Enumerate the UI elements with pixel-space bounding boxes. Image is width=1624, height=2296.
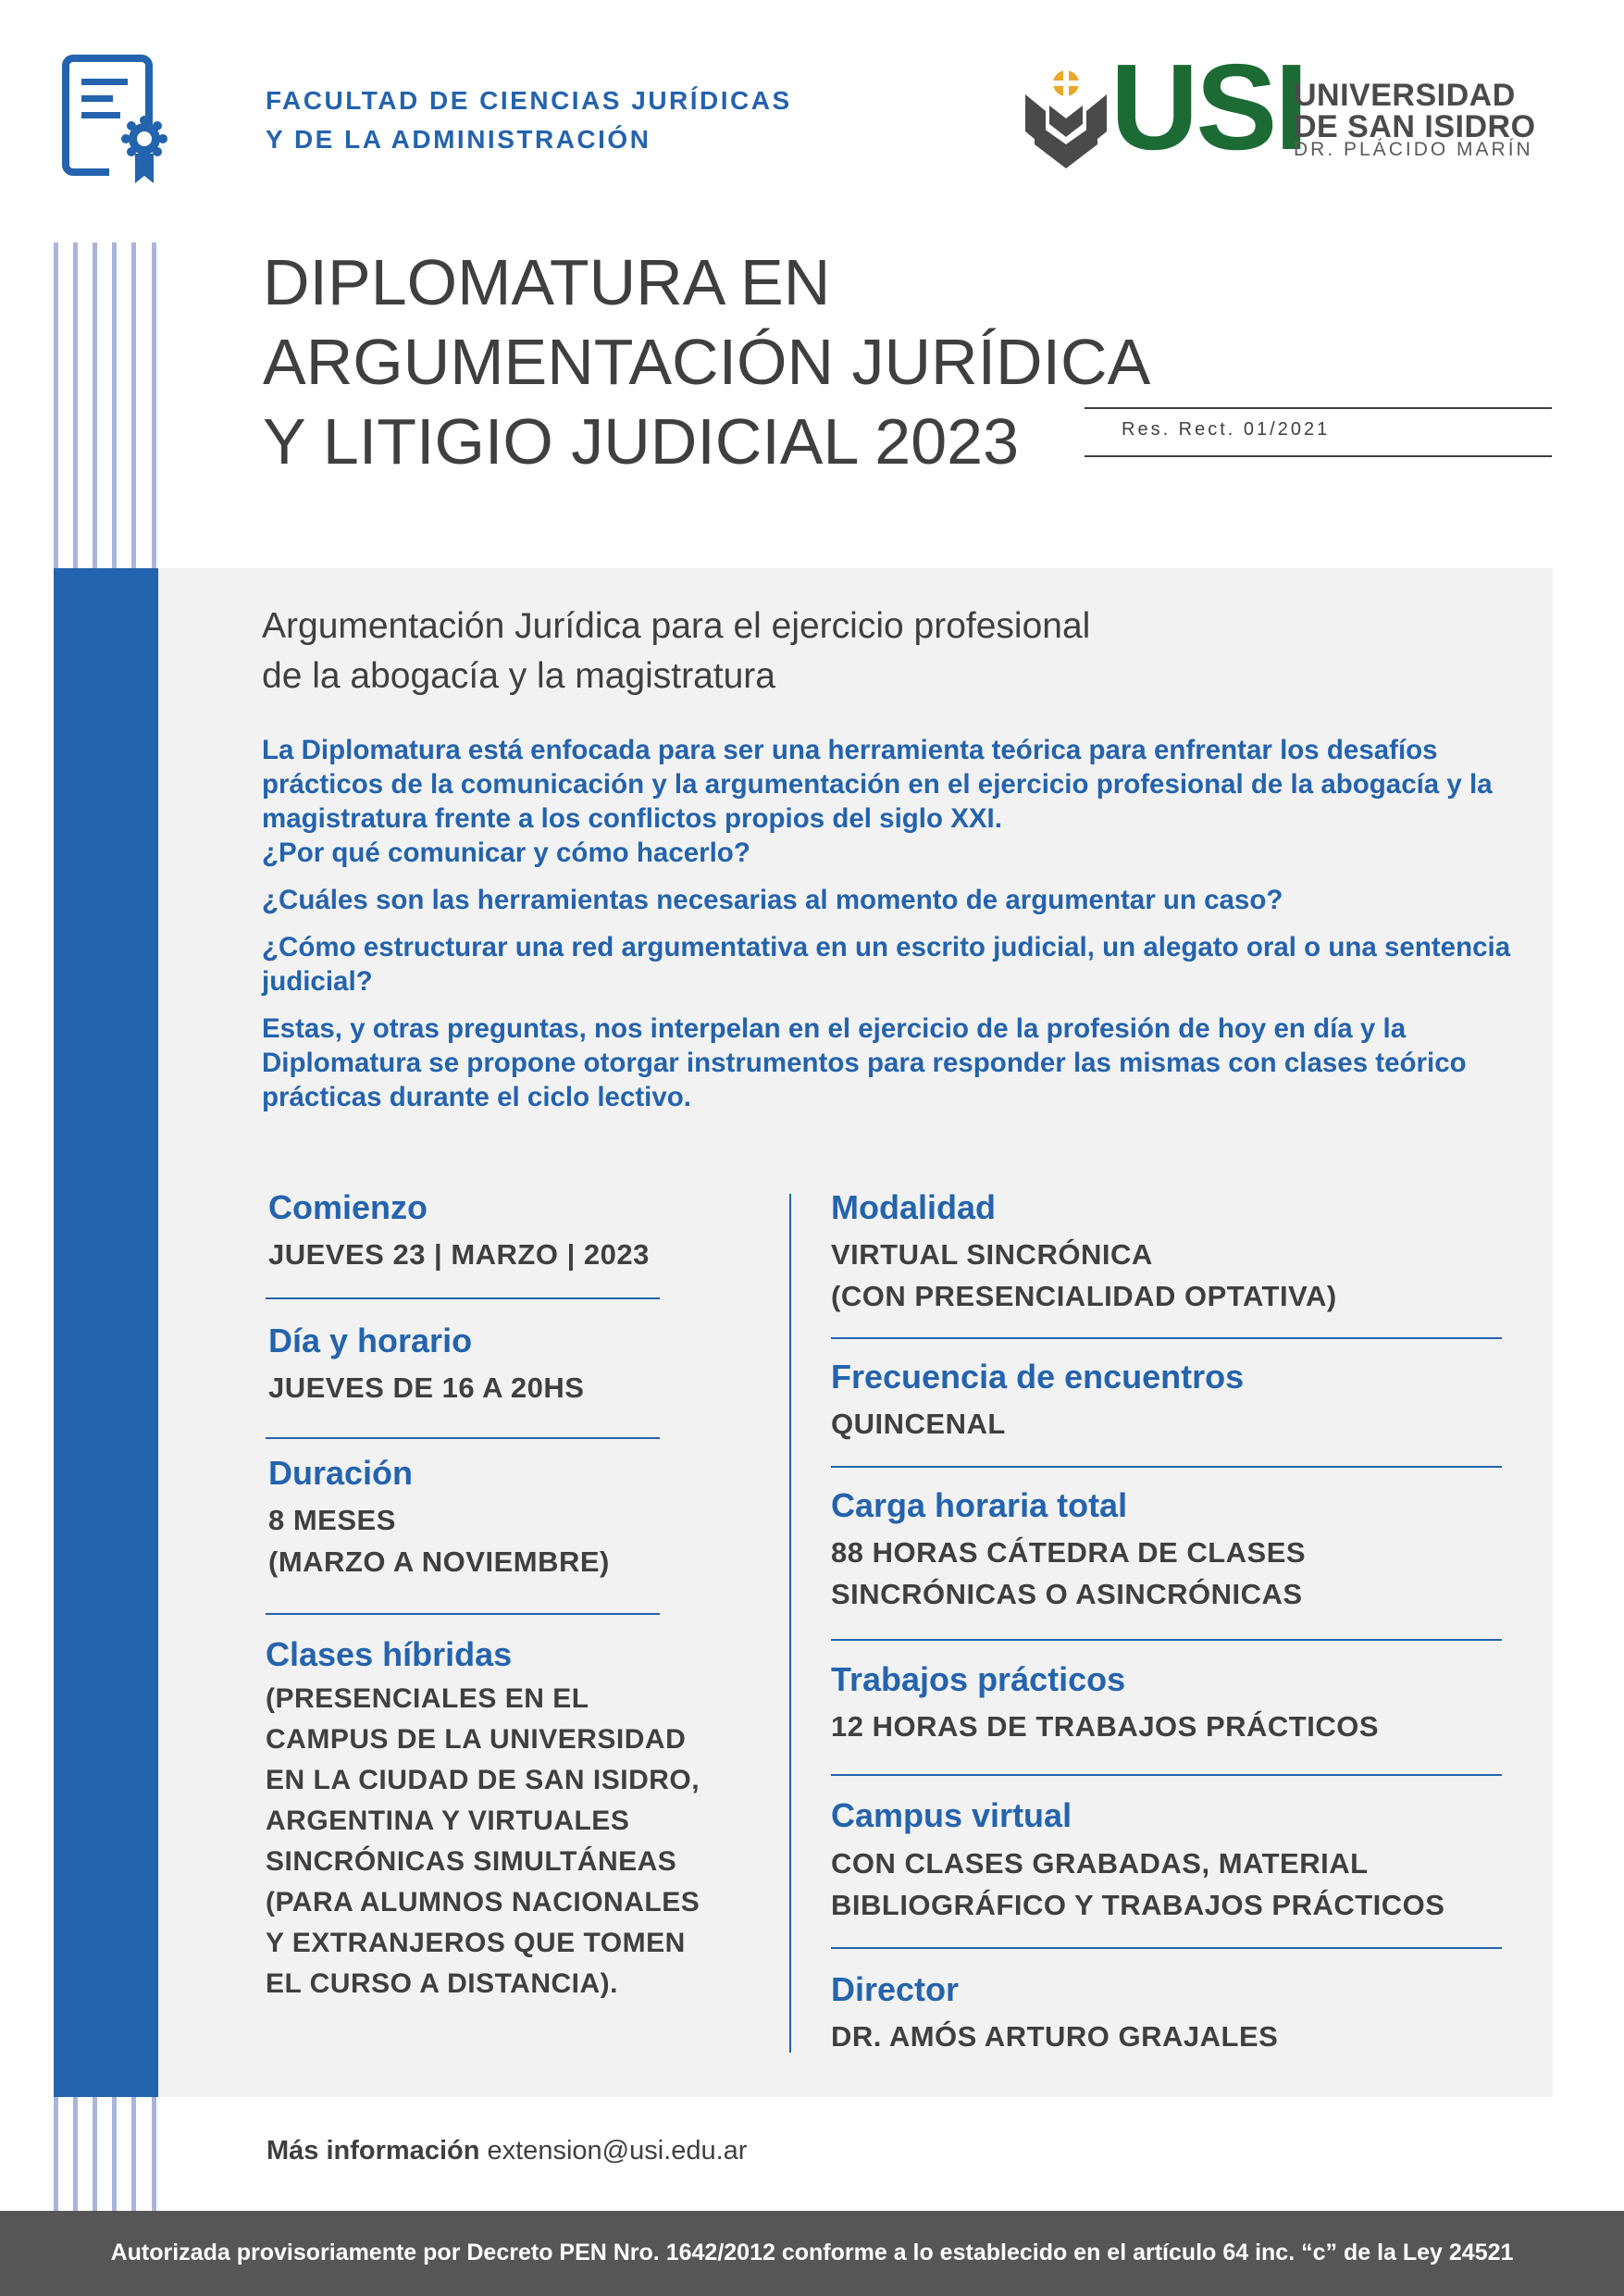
certificate-icon: [61, 54, 170, 187]
faculty-line1: FACULTAD DE CIENCIAS JURÍDICAS: [266, 86, 792, 115]
divider: [831, 1466, 1502, 1468]
hours-heading: Carga horaria total: [831, 1486, 1128, 1524]
hybrid-line: ARGENTINA Y VIRTUALES: [266, 1806, 630, 1836]
footer-legal-text: Autorizada provisoriamente por Decreto PEN Nro. 1642/2012 conforme a lo establecido en el artículo 64 inc. “c” de la Ley 24521: [110, 2240, 1514, 2265]
stripe-top-2: [73, 242, 78, 568]
subtitle: [262, 602, 1090, 701]
stripe-bottom-3: [93, 2097, 97, 2211]
subtitle-line1: Argumentación Jurídica para el ejercicio profesional: [262, 606, 1091, 646]
faculty-line2: Y DE LA ADMINISTRACIÓN: [266, 125, 651, 154]
virtual-campus-value-1: CON CLASES GRABADAS, MATERIAL: [831, 1847, 1369, 1880]
subtitle-line2: de la abogacía y la magistratura: [262, 656, 775, 696]
usi-logo-line1: UNIVERSIDAD: [1294, 78, 1516, 113]
hybrid-line: CAMPUS DE LA UNIVERSIDAD: [266, 1724, 687, 1755]
divider: [831, 1337, 1502, 1339]
practical-work-value: 12 HORAS DE TRABAJOS PRÁCTICOS: [831, 1710, 1380, 1743]
usi-logo-abbr: USI: [1110, 39, 1307, 175]
title-line3: Y LITIGIO JUDICIAL 2023: [263, 405, 1019, 478]
hours-value-2: SINCRÓNICAS O ASINCRÓNICAS: [831, 1578, 1303, 1610]
stripe-top-6: [152, 242, 156, 568]
virtual-campus-heading: Campus virtual: [831, 1796, 1072, 1834]
blue-side-bar: [54, 568, 158, 2097]
contact-email-link[interactable]: extension@usi.edu.ar: [487, 2136, 748, 2166]
usi-logo-line3: DR. PLÁCIDO MARÍN: [1294, 139, 1533, 160]
resolution-text: Res. Rect. 01/2021: [1122, 419, 1331, 440]
hybrid-line: Y EXTRANJEROS QUE TOMEN: [266, 1928, 686, 1958]
hybrid-value: [266, 1679, 700, 2004]
practical-work-heading: Trabajos prácticos: [831, 1660, 1126, 1698]
divider: [266, 1613, 660, 1615]
hybrid-line: EL CURSO A DISTANCIA).: [266, 1968, 619, 1999]
stripe-top-5: [131, 242, 136, 568]
divider: [266, 1297, 660, 1299]
usi-logo-line2: DE SAN ISIDRO: [1294, 109, 1536, 144]
mode-heading: Modalidad: [831, 1188, 996, 1226]
resolution-rule-top: [1085, 407, 1552, 409]
page-title: [263, 242, 1150, 481]
duration-heading: Duración: [268, 1454, 414, 1492]
intro-paragraph-2: Estas, y otras preguntas, nos interpelan en el ejercicio de la profesión de hoy en día y la Diplomatura se propone otorgar instrumentos para responder las mismas con clases teórico prácticas durante el ciclo lectivo.: [262, 1013, 1467, 1112]
faculty-name: [266, 81, 792, 159]
divider: [266, 1437, 660, 1439]
mode-value-2: (CON PRESENCIALIDAD OPTATIVA): [831, 1280, 1337, 1312]
start-heading: Comienzo: [268, 1188, 428, 1226]
frequency-heading: Frecuencia de encuentros: [831, 1358, 1245, 1396]
hybrid-line: EN LA CIUDAD DE SAN ISIDRO,: [266, 1765, 700, 1795]
director-heading: Director: [831, 1970, 960, 2008]
intro-question-1: ¿Por qué comunicar y cómo hacerlo?: [262, 838, 750, 868]
title-line2: ARGUMENTACIÓN JURÍDICA: [263, 326, 1151, 398]
more-info-label: Más información: [267, 2136, 480, 2166]
stripe-top-1: [54, 242, 58, 568]
stripe-bottom-2: [73, 2097, 78, 2211]
divider: [831, 1774, 1502, 1776]
schedule-value: JUEVES DE 16 A 20HS: [268, 1371, 585, 1404]
divider: [831, 1639, 1502, 1641]
more-info: [267, 2136, 747, 2166]
stripe-bottom-5: [131, 2097, 136, 2211]
resolution-rule-bottom: [1085, 455, 1552, 457]
hybrid-line: (PRESENCIALES EN EL: [266, 1683, 589, 1714]
duration-value-2: (MARZO A NOVIEMBRE): [268, 1545, 610, 1578]
hybrid-heading: Clases híbridas: [266, 1635, 513, 1673]
intro-text: [262, 733, 1520, 1114]
stripe-bottom-1: [54, 2097, 58, 2211]
title-line1: DIPLOMATURA EN: [263, 246, 831, 318]
start-value: JUEVES 23 | MARZO | 2023: [268, 1238, 650, 1271]
stripe-bottom-4: [112, 2097, 117, 2211]
duration-value-1: 8 MESES: [268, 1504, 396, 1536]
schedule-heading: Día y horario: [268, 1322, 473, 1359]
virtual-campus-value-2: BIBLIOGRÁFICO Y TRABAJOS PRÁCTICOS: [831, 1889, 1445, 1921]
stripe-bottom-6: [152, 2097, 156, 2211]
divider: [831, 1947, 1502, 1949]
column-divider: [789, 1194, 791, 2053]
hybrid-line: SINCRÓNICAS SIMULTÁNEAS: [266, 1846, 677, 1877]
frequency-value: QUINCENAL: [831, 1408, 1006, 1440]
intro-paragraph-1: La Diplomatura está enfocada para ser una herramienta teórica para enfrentar los desafíos prácticos de la comunicación y la argumentación en el ejercicio profesional de la abogacía y la magistratura frente a los conflictos propios del siglo XXI.: [262, 735, 1493, 834]
stripe-top-4: [112, 242, 117, 568]
intro-question-3: ¿Cómo estructurar una red argumentativa en un escrito judicial, un alegato oral o una sentencia judicial?: [262, 932, 1511, 997]
intro-question-2: ¿Cuáles son las herramientas necesarias al momento de argumentar un caso?: [262, 885, 1283, 915]
usi-logo-name: [1294, 80, 1536, 143]
mode-value-1: VIRTUAL SINCRÓNICA: [831, 1238, 1153, 1271]
director-value: DR. AMÓS ARTURO GRAJALES: [831, 2020, 1279, 2053]
hours-value-1: 88 HORAS CÁTEDRA DE CLASES: [831, 1536, 1307, 1569]
stripe-top-3: [93, 242, 97, 568]
usi-logo-emblem: [1022, 67, 1110, 170]
hybrid-line: (PARA ALUMNOS NACIONALES: [266, 1887, 700, 1917]
